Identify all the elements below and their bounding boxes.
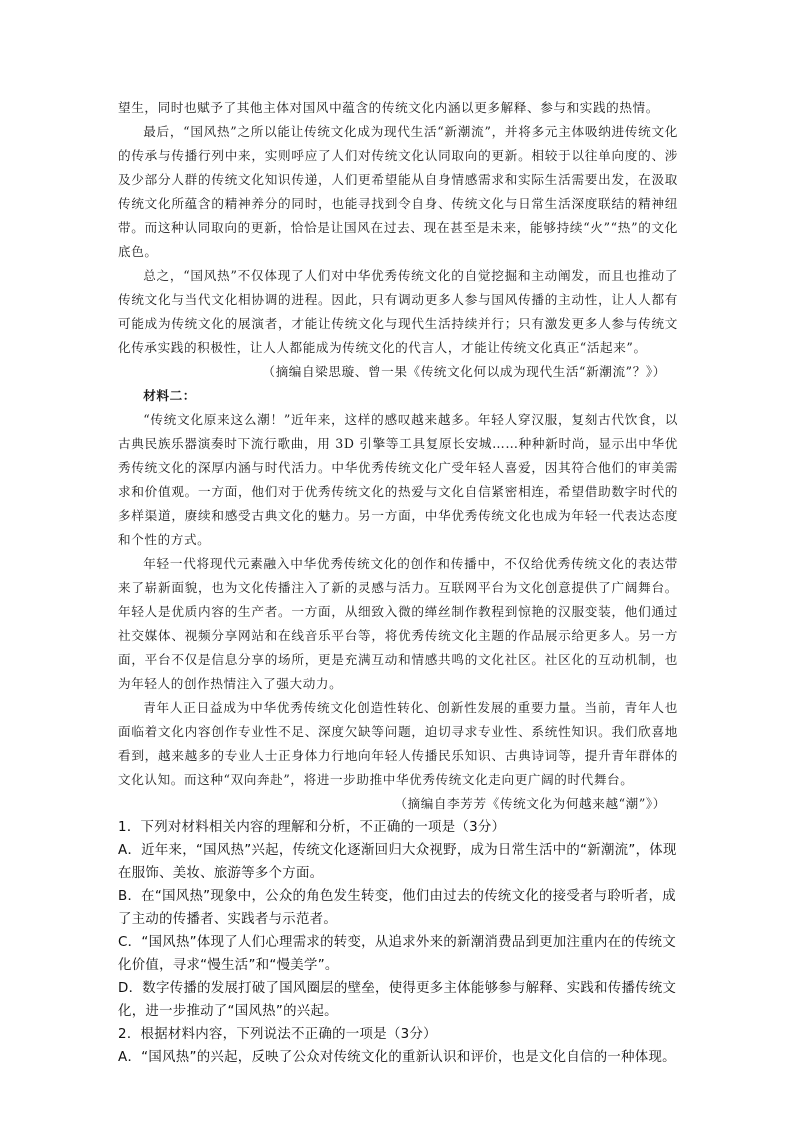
material2-paragraph-2: 年轻一代将现代元素融入中华优秀传统文化的创作和传播中，不仅给优秀传统文化的表达带来了崭新面貌，也为文化传播注入了新的灵感与活力。互联网平台为文化创意提供了广阔舞台。年轻人是优质内容的生产者。一方面，从细致入微的缂丝制作教程到惊艳的汉服变装，他们通过社交媒体、视频分享网站和在线音乐平台等，将优秀传统文化主题的作品展示给更多人。另一方面，平台不仅是信息分享的场所，更是充满互动和情感共鸣的文化社区。社区化的互动机制，也为年轻人的创作热情注入了强大动力。 bbox=[118, 556, 678, 691]
material1-source: （摘编自梁思璇、曾一果《传统文化何以成为现代生活“新潮流”？》） bbox=[262, 364, 666, 379]
exam-page bbox=[118, 96, 678, 1069]
material1-paragraph-continuation: 望生，同时也赋予了其他主体对国风中蕴含的传统文化内涵以更多解释、参与和实践的热情。 bbox=[118, 100, 659, 115]
question-1 bbox=[118, 816, 678, 1023]
question-1-option-b: B．在“国风热”现象中，公众的角色发生转变，他们由过去的传统文化的接受者与聆听者，成了主动的传播者、实践者与示范者。 bbox=[118, 889, 676, 927]
material1-paragraph-finally: 最后，“国风热”之所以能让传统文化成为现代生活“新潮流”，并将多元主体吸纳进传统文化的传承与传播行列中来，实则呼应了人们对传统文化认同取向的更新。相较于以往单向度的、涉及少部分人群的传统文化知识传递，人们更希望能从自身情感需求和实际生活需要出发，在汲取传统文化所蕴含的精神养分的同时，也能寻找到令自身、传统文化与日常生活深度联结的精神纽带。而这种认同取向的更新，恰恰是让国风在过去、现在甚至是未来，能够持续“火”“热”的文化底色。 bbox=[118, 124, 678, 259]
question-2 bbox=[118, 1023, 678, 1069]
material2-source: （摘编自李芳芳《传统文化为何越来越“潮”》） bbox=[394, 796, 666, 811]
material2-heading: 材料二： bbox=[143, 388, 196, 403]
question-1-stem: 1．下列对材料相关内容的理解和分析，不正确的一项是（3分） bbox=[118, 820, 506, 835]
material2-paragraph-1: “传统文化原来这么潮！”近年来，这样的感叹越来越多。年轻人穿汉服，复刻古代饮食，以古典民族乐器演奏时下流行歌曲，用 3D 引擎等工具复原长安城……种种新时尚，显示出中华优秀传统文化的深厚内涵与时代活力。中华优秀传统文化广受年轻人喜爱，因其符合他们的审美需求和价值观。一方面，他们对于优秀传统文化的热爱与文化自信紧密相连，希望借助数字时代的多样渠道，赓续和感受古典文化的魅力。另一方面，中华优秀传统文化也成为年轻一代表达态度和个性的方式。 bbox=[118, 412, 678, 547]
material2-paragraph-3: 青年人正日益成为中华优秀传统文化创造性转化、创新性发展的重要力量。当前，青年人也面临着文化内容创作专业性不足、深度欠缺等问题，迫切寻求专业性、系统性知识。我们欣喜地看到，越来越多的专业人士正身体力行地向年轻人传播民乐知识、古典诗词等，提升青年群体的文化认知。而这种“双向奔赴”，将进一步助推中华优秀传统文化走向更广阔的时代舞台。 bbox=[118, 700, 678, 787]
question-1-option-d: D．数字传播的发展打破了国风圈层的壁垒，使得更多主体能够参与解释、实践和传播传统文化，进一步推动了“国风热”的兴起。 bbox=[118, 981, 677, 1019]
material1-paragraph-summary: 总之，“国风热”不仅体现了人们对中华优秀传统文化的自觉挖掘和主动阐发，而且也推动了传统文化与当代文化相协调的进程。因此，只有调动更多人参与国风传播的主动性，让人人都有可能成为传统文化的展演者，才能让传统文化与现代生活持续并行；只有激发更多人参与传统文化传承实践的积极性，让人人都能成为传统文化的代言人，才能让传统文化真正“活起来”。 bbox=[118, 268, 678, 355]
question-1-option-c: C．“国风热”体现了人们心理需求的转变，从追求外来的新潮消费品到更加注重内在的传统文化价值，寻求“慢生活”和“慢美学”。 bbox=[118, 935, 677, 973]
question-2-option-a: A．“国风热”的兴起，反映了公众对传统文化的重新认识和评价，也是文化自信的一种体现。 bbox=[118, 1050, 676, 1065]
question-1-option-a: A．近年来，“国风热”兴起，传统文化逐渐回归大众视野，成为日常生活中的“新潮流”，体现在服饰、美妆、旅游等多个方面。 bbox=[118, 843, 677, 881]
question-2-stem: 2．根据材料内容，下列说法不正确的一项是（3分） bbox=[118, 1027, 437, 1042]
